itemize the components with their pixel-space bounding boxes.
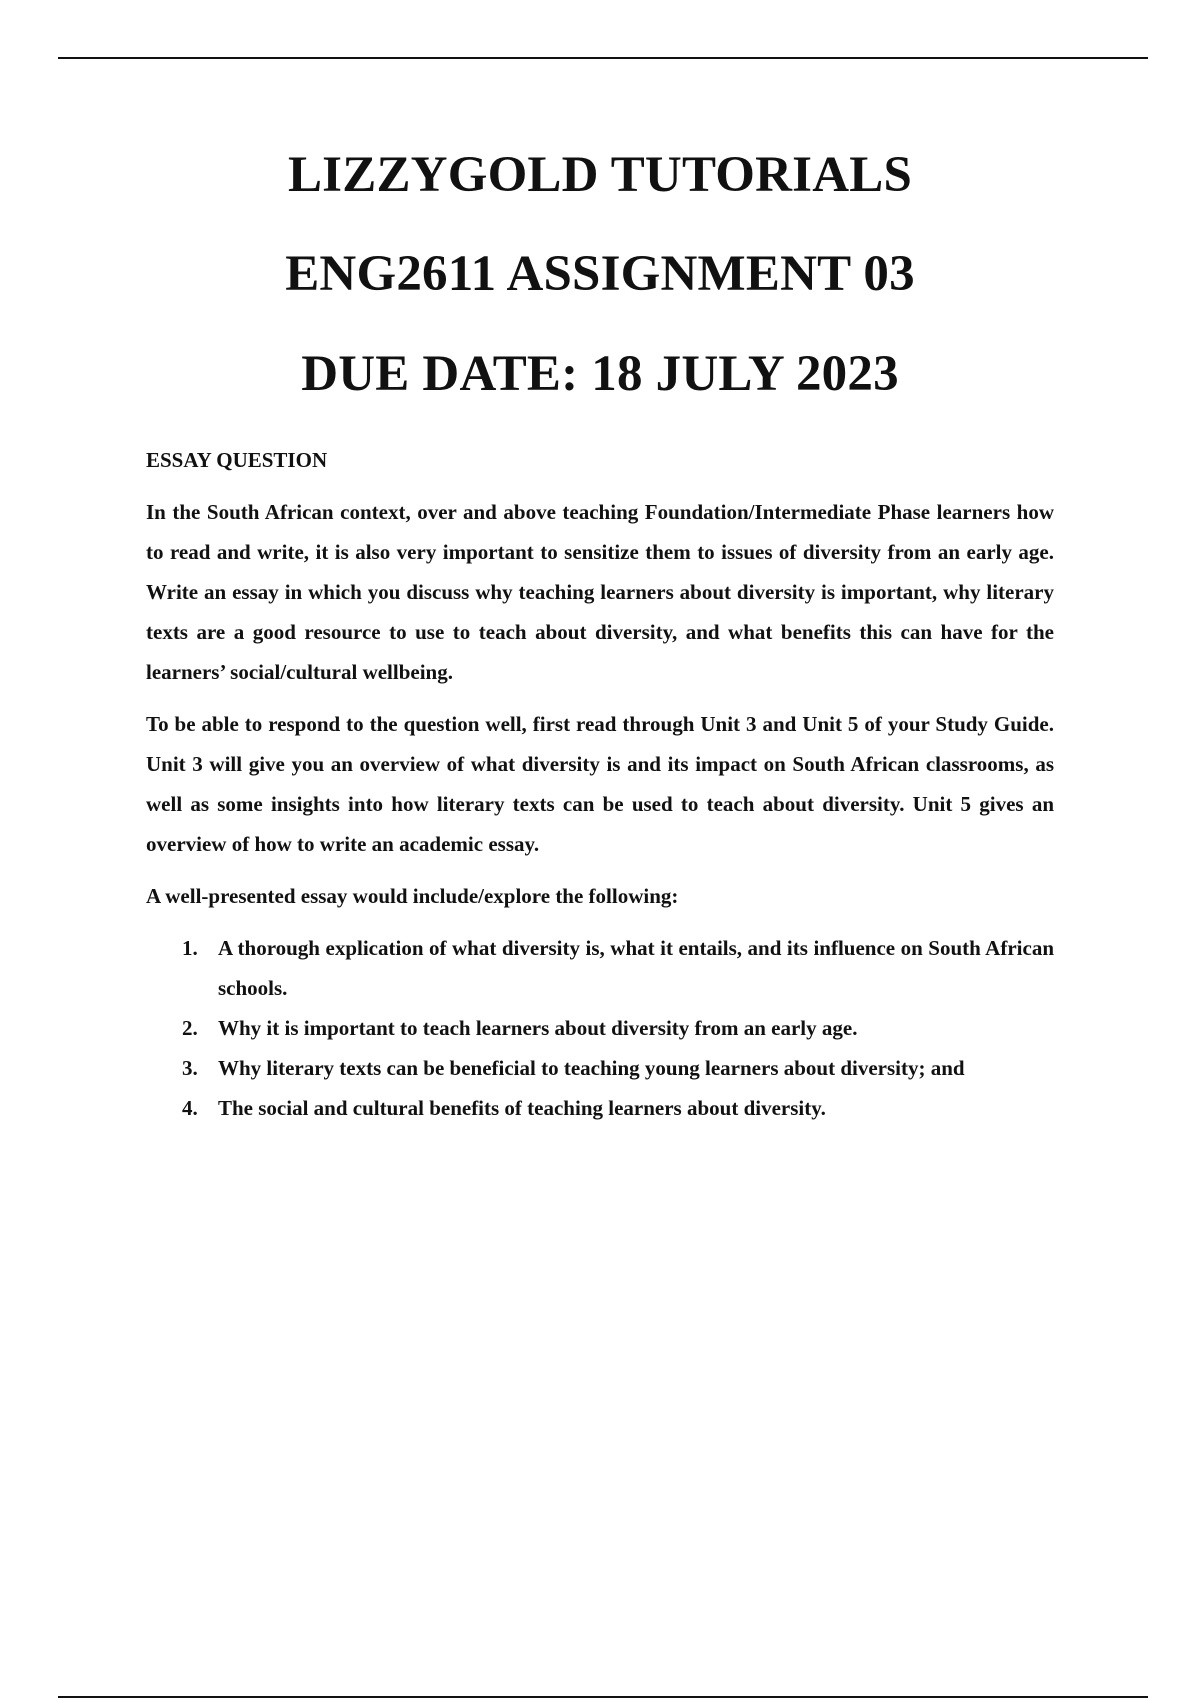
- list-intro: A well-presented essay would include/explore the following:: [146, 884, 679, 908]
- assignment-title: ENG2611 ASSIGNMENT 03: [285, 246, 915, 302]
- list-item-number: 4.: [182, 1096, 198, 1120]
- list-item-number: 2.: [182, 1016, 198, 1040]
- essay-question-heading: ESSAY QUESTION: [146, 448, 328, 472]
- document-body: [146, 440, 1054, 1128]
- list-item-number: 3.: [182, 1056, 198, 1080]
- list-item-text: Why literary texts can be beneficial to teaching young learners about diversity; and: [218, 1056, 965, 1080]
- list-item-text: Why it is important to teach learners about diversity from an early age.: [218, 1016, 858, 1040]
- list-item-text: The social and cultural benefits of teaching learners about diversity.: [218, 1096, 826, 1120]
- top-rule: [58, 57, 1148, 59]
- list-item: [146, 1088, 1054, 1128]
- list-item: [146, 1008, 1054, 1048]
- page-title: LIZZYGOLD TUTORIALS: [287, 147, 913, 203]
- list-item: [146, 1048, 1054, 1088]
- list-item-text: A thorough explication of what diversity is, what it entails, and its influence on South African schools.: [218, 936, 1054, 1000]
- question-paragraph: In the South African context, over and above teaching Foundation/Intermediate Phase learners how to read and write, it is also very important to sensitize them to issues of diversity from an early age. Write an essay in which you discuss why teaching learners about diversity is important, why literary texts are a good resource to use to teach about diversity, and what benefits this can have for the learners’ social/cultural wellbeing.: [146, 500, 1054, 684]
- bottom-rule: [58, 1696, 1148, 1698]
- list-item: [146, 928, 1054, 1008]
- due-date: DUE DATE: 18 JULY 2023: [301, 346, 899, 402]
- requirements-list: [146, 928, 1054, 1128]
- instructions-paragraph: To be able to respond to the question well, first read through Unit 3 and Unit 5 of your Study Guide. Unit 3 will give you an overview of what diversity is and its impact on South African classrooms, as well as some insights into how literary texts can be used to teach about diversity. Unit 5 gives an overview of how to write an academic essay.: [146, 712, 1054, 856]
- list-item-number: 1.: [182, 936, 198, 960]
